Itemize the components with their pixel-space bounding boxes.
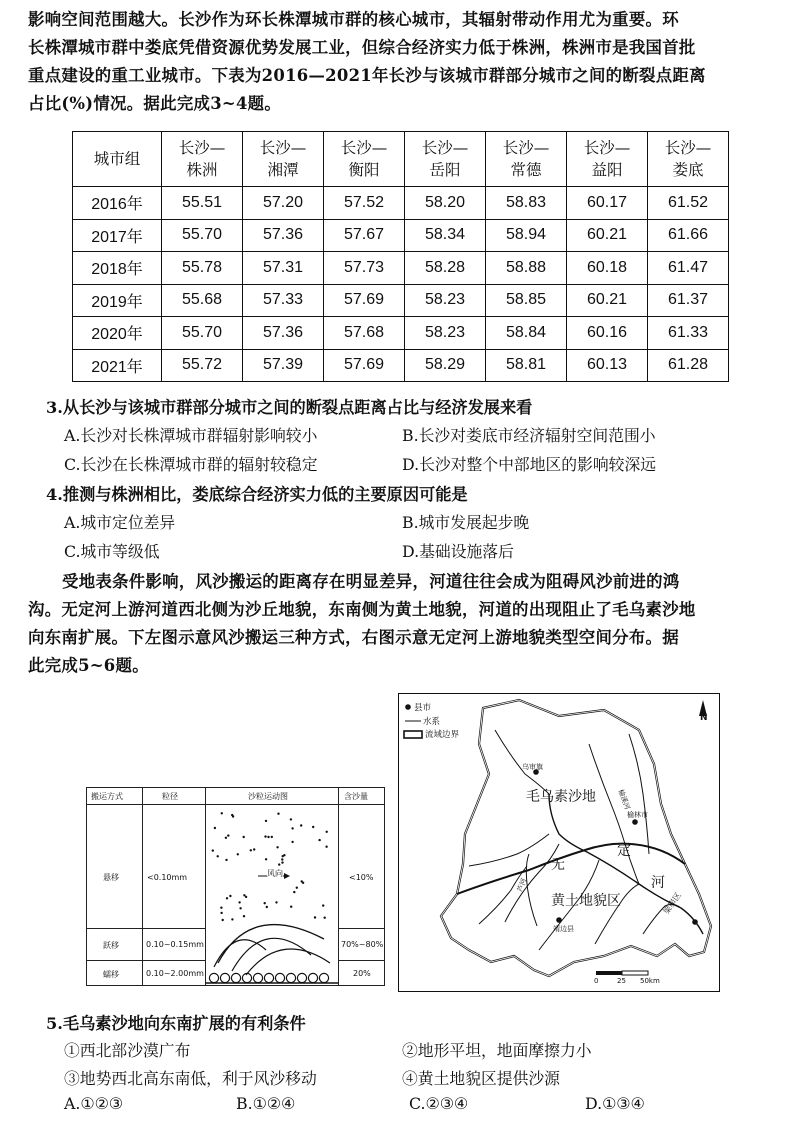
suspended-grain xyxy=(271,836,273,838)
question-3-option-d[interactable]: D.长沙对整个中部地区的影响较深远 xyxy=(402,455,657,474)
sand-size-creep: 0.10~2.00mm xyxy=(146,969,204,978)
question-5-item-1: ①西北部沙漠广布 xyxy=(64,1041,191,1060)
map-label-liangmao: 梁峁区 xyxy=(661,890,683,916)
question-3-option-a[interactable]: A.长沙对长株潭城市群辐射影响较小 xyxy=(64,426,318,445)
table-cell: 58.81 xyxy=(486,349,567,382)
table-cell: 61.52 xyxy=(648,187,729,220)
table-cell: 55.70 xyxy=(162,219,243,252)
question-5-item-2: ②地形平坦，地面摩擦力小 xyxy=(402,1041,592,1060)
legend-city: 县市 xyxy=(414,703,432,713)
suspended-grain xyxy=(264,902,266,904)
table-cell: 55.78 xyxy=(162,252,243,285)
sand-content-creep: 20% xyxy=(353,969,371,978)
table-row xyxy=(73,252,729,285)
map-label-he: 河 xyxy=(651,875,665,891)
sand-transport-figure xyxy=(86,787,385,986)
intro-line-2: 长株潭城市群中娄底凭借资源优势发展工业，但综合经济实力低于株洲，株洲市是我国首批 xyxy=(28,38,696,57)
passage-2-line-2: 沟。无定河上游河道西北侧为沙丘地貌，东南侧为黄土地貌，河道的出现阻止了毛乌素沙地 xyxy=(28,600,696,619)
suspended-grain xyxy=(226,897,228,899)
row-year: 2019年 xyxy=(73,284,162,317)
question-3-option-b[interactable]: B.长沙对娄底市经济辐射空间范围小 xyxy=(402,426,656,445)
question-5-item-3: ③地势西北高东南低，利于风沙移动 xyxy=(64,1069,317,1088)
suspended-grain xyxy=(266,906,268,908)
table-cell: 57.36 xyxy=(243,219,324,252)
question-4-option-b[interactable]: B.城市发展起步晚 xyxy=(402,513,530,532)
suspended-grain xyxy=(290,906,292,908)
suspended-grain xyxy=(231,814,233,816)
question-4-stem: 4.推测与株洲相比，娄底综合经济实力低的主要原因可能是 xyxy=(46,485,468,504)
sand-header-mode: 搬运方式 xyxy=(91,792,123,801)
sand-header-size: 粒径 xyxy=(162,792,178,801)
table-cell: 57.39 xyxy=(243,349,324,382)
suspended-grain xyxy=(326,831,328,833)
map-label-yulin: 榆林市 xyxy=(627,811,648,819)
suspended-grain xyxy=(221,812,223,814)
table-cell: 57.52 xyxy=(324,187,405,220)
table-cell: 58.88 xyxy=(486,252,567,285)
sand-motion-diagram xyxy=(206,805,338,985)
table-row xyxy=(73,187,729,220)
suspended-grain xyxy=(264,835,266,837)
suspended-grain xyxy=(217,855,219,857)
column-header: 长沙— 岳阳 xyxy=(405,132,486,187)
sand-size-saltation: 0.10~0.15mm xyxy=(146,940,204,949)
suspended-grain xyxy=(296,887,298,889)
creep-grain xyxy=(253,973,262,982)
suspended-grain xyxy=(227,834,229,836)
breakpoint-ratio-table xyxy=(72,131,729,382)
creep-grain xyxy=(308,973,317,982)
suspended-grain xyxy=(276,846,278,848)
suspended-grain xyxy=(225,837,227,839)
question-5-option-b[interactable]: B.①②④ xyxy=(236,1094,296,1113)
suspended-grain xyxy=(237,853,239,855)
suspended-grain xyxy=(265,858,267,860)
sand-header-motion: 沙粒运动图 xyxy=(248,792,288,801)
suspended-grain xyxy=(322,904,324,906)
suspended-grain xyxy=(239,907,241,909)
table-header-row xyxy=(73,132,729,187)
column-header: 长沙— 常德 xyxy=(486,132,567,187)
table-cell: 60.21 xyxy=(567,219,648,252)
suspended-grain xyxy=(238,901,240,903)
creep-grain xyxy=(209,973,218,982)
table-cell: 58.84 xyxy=(486,317,567,350)
wuding-river-map xyxy=(398,693,720,992)
table-cell: 58.34 xyxy=(405,219,486,252)
suspended-grain xyxy=(275,901,277,903)
column-header: 长沙— 益阳 xyxy=(567,132,648,187)
creep-grain xyxy=(264,973,273,982)
scale-label-25: 25 xyxy=(617,977,626,985)
passage-2-line-4: 此完成5~6题。 xyxy=(28,656,149,675)
suspended-grain xyxy=(214,827,216,829)
table-cell: 58.28 xyxy=(405,252,486,285)
table-cell: 61.28 xyxy=(648,349,729,382)
suspended-grain xyxy=(325,846,327,848)
table-cell: 57.69 xyxy=(324,284,405,317)
table-cell: 60.17 xyxy=(567,187,648,220)
table-cell: 58.20 xyxy=(405,187,486,220)
table-cell: 57.68 xyxy=(324,317,405,350)
map-label-sandland: 毛乌素沙地 xyxy=(526,789,596,805)
passage-2-line-1: 受地表条件影响，风沙搬运的距离存在明显差异，河道往往会成为阻碍风沙前进的鸿 xyxy=(62,572,680,591)
table-cell: 55.70 xyxy=(162,317,243,350)
suspended-grain xyxy=(212,849,214,851)
suspended-grain xyxy=(250,849,252,851)
suspended-grain xyxy=(281,858,283,860)
table-row xyxy=(73,219,729,252)
intro-line-3: 重点建设的重工业城市。下表为2016—2021年长沙与该城市群部分城市之间的断裂点距离 xyxy=(28,66,706,85)
table-row xyxy=(73,317,729,350)
suspended-grain xyxy=(220,907,222,909)
column-header: 长沙— 湘潭 xyxy=(243,132,324,187)
suspended-grain xyxy=(291,841,293,843)
suspended-grain xyxy=(243,836,245,838)
suspended-grain xyxy=(324,917,326,919)
sand-header-content: 含沙量 xyxy=(344,792,368,801)
table-cell: 57.20 xyxy=(243,187,324,220)
map-label-wu: 无 xyxy=(551,857,565,873)
suspended-grain xyxy=(253,848,255,850)
suspended-grain xyxy=(281,861,283,863)
suspended-grain xyxy=(267,836,269,838)
table-cell: 57.31 xyxy=(243,252,324,285)
suspended-grain xyxy=(291,827,293,829)
suspended-grain xyxy=(222,919,224,921)
table-corner: 城市组 xyxy=(73,132,162,187)
intro-line-1: 影响空间范围越大。长沙作为环长株潭城市群的核心城市，其辐射带动作用尤为重要。环 xyxy=(28,10,679,29)
sand-mode-creep: 蠕移 xyxy=(103,970,119,979)
map-label-ding: 定 xyxy=(617,843,631,859)
north-label: N xyxy=(700,713,708,723)
table-cell: 58.23 xyxy=(405,317,486,350)
suspended-grain xyxy=(278,863,280,865)
column-header: 长沙— 娄底 xyxy=(648,132,729,187)
creep-grain xyxy=(275,973,284,982)
table-cell: 55.72 xyxy=(162,349,243,382)
scale-label-0: 0 xyxy=(594,977,599,985)
row-year: 2018年 xyxy=(73,252,162,285)
creep-grain xyxy=(242,973,251,982)
column-header: 长沙— 株洲 xyxy=(162,132,243,187)
table-cell: 55.68 xyxy=(162,284,243,317)
table-cell: 61.66 xyxy=(648,219,729,252)
suspended-grain xyxy=(300,824,302,826)
question-4-option-c[interactable]: C.城市等级低 xyxy=(64,542,160,561)
table-cell: 58.23 xyxy=(405,284,486,317)
suspended-grain xyxy=(243,915,245,917)
table-cell: 58.94 xyxy=(486,219,567,252)
passage-2 xyxy=(28,568,770,680)
table-cell: 58.85 xyxy=(486,284,567,317)
suspended-grain xyxy=(314,916,316,918)
question-5-option-d[interactable]: D.①③④ xyxy=(585,1094,645,1113)
table-cell: 58.29 xyxy=(405,349,486,382)
suspended-grain xyxy=(290,818,292,820)
question-5-option-a[interactable]: A.①②③ xyxy=(64,1094,123,1113)
question-3-stem: 3.从长沙与该城市群部分城市之间的断裂点距离占比与经济发展来看 xyxy=(46,398,533,417)
suspended-grain xyxy=(265,820,267,822)
map-label-wushen: 乌审旗 xyxy=(522,763,543,771)
table-cell: 57.36 xyxy=(243,317,324,350)
suspended-grain xyxy=(277,813,279,815)
creep-grain xyxy=(286,973,295,982)
row-year: 2017年 xyxy=(73,219,162,252)
legend-water: 水系 xyxy=(423,717,441,727)
row-year: 2016年 xyxy=(73,187,162,220)
table-cell: 61.37 xyxy=(648,284,729,317)
suspended-grain xyxy=(301,880,303,882)
table-row xyxy=(73,284,729,317)
question-5-stem: 5.毛乌素沙地向东南扩展的有利条件 xyxy=(46,1014,306,1033)
creep-grain xyxy=(319,973,328,982)
table-cell: 58.83 xyxy=(486,187,567,220)
question-5-option-c[interactable]: C.②③④ xyxy=(409,1094,469,1113)
map-label-yuxi: 榆溪河 xyxy=(616,788,632,811)
table-cell: 57.73 xyxy=(324,252,405,285)
creep-grain xyxy=(231,973,240,982)
suspended-grain xyxy=(225,859,227,861)
map-label-luhe: 芦河 xyxy=(515,877,529,894)
question-4-option-d[interactable]: D.基础设施落后 xyxy=(402,542,514,561)
suspended-grain xyxy=(220,912,222,914)
table-cell: 60.13 xyxy=(567,349,648,382)
table-cell: 57.69 xyxy=(324,349,405,382)
intro-paragraph xyxy=(28,6,770,118)
sand-content-saltation: 70%~80% xyxy=(341,940,384,949)
sand-mode-suspension: 悬移 xyxy=(103,873,119,882)
table-cell: 61.33 xyxy=(648,317,729,350)
suspended-grain xyxy=(243,894,245,896)
sand-mode-saltation: 跃移 xyxy=(103,941,119,950)
row-year: 2020年 xyxy=(73,317,162,350)
question-4-option-a[interactable]: A.城市定位差异 xyxy=(64,513,176,532)
passage-2-line-3: 向东南扩展。下左图示意风沙搬运三种方式，右图示意无定河上游地貌类型空间分布。据 xyxy=(28,628,679,647)
creep-grain xyxy=(297,973,306,982)
table-cell: 57.67 xyxy=(324,219,405,252)
suspended-grain xyxy=(312,826,314,828)
row-year: 2021年 xyxy=(73,349,162,382)
map-label-jingbian: 靖边县 xyxy=(553,925,574,933)
table-cell: 55.51 xyxy=(162,187,243,220)
creep-grain xyxy=(220,973,229,982)
intro-line-4: 占比(%)情况。据此完成3~4题。 xyxy=(28,94,282,113)
legend-boundary: 流域边界 xyxy=(425,730,460,740)
sand-size-suspension: <0.10mm xyxy=(147,873,188,882)
suspended-grain xyxy=(229,895,231,897)
table-cell: 57.33 xyxy=(243,284,324,317)
scale-label-50: 50km xyxy=(640,977,660,985)
table-cell: 61.47 xyxy=(648,252,729,285)
table-row xyxy=(73,349,729,382)
question-3-option-c[interactable]: C.长沙在长株潭城市群的辐射较稳定 xyxy=(64,455,318,474)
map-label-loess: 黄土地貌区 xyxy=(551,893,621,909)
table-cell: 60.16 xyxy=(567,317,648,350)
wind-direction-label: 风向 xyxy=(267,869,283,878)
column-header: 长沙— 衡阳 xyxy=(324,132,405,187)
table-cell: 60.21 xyxy=(567,284,648,317)
table-cell: 60.18 xyxy=(567,252,648,285)
suspended-grain xyxy=(231,918,233,920)
suspended-grain xyxy=(293,891,295,893)
sand-content-suspension: <10% xyxy=(349,873,374,882)
suspended-grain xyxy=(283,854,285,856)
suspended-grain xyxy=(318,839,320,841)
question-5-item-4: ④黄土地貌区提供沙源 xyxy=(402,1069,560,1088)
